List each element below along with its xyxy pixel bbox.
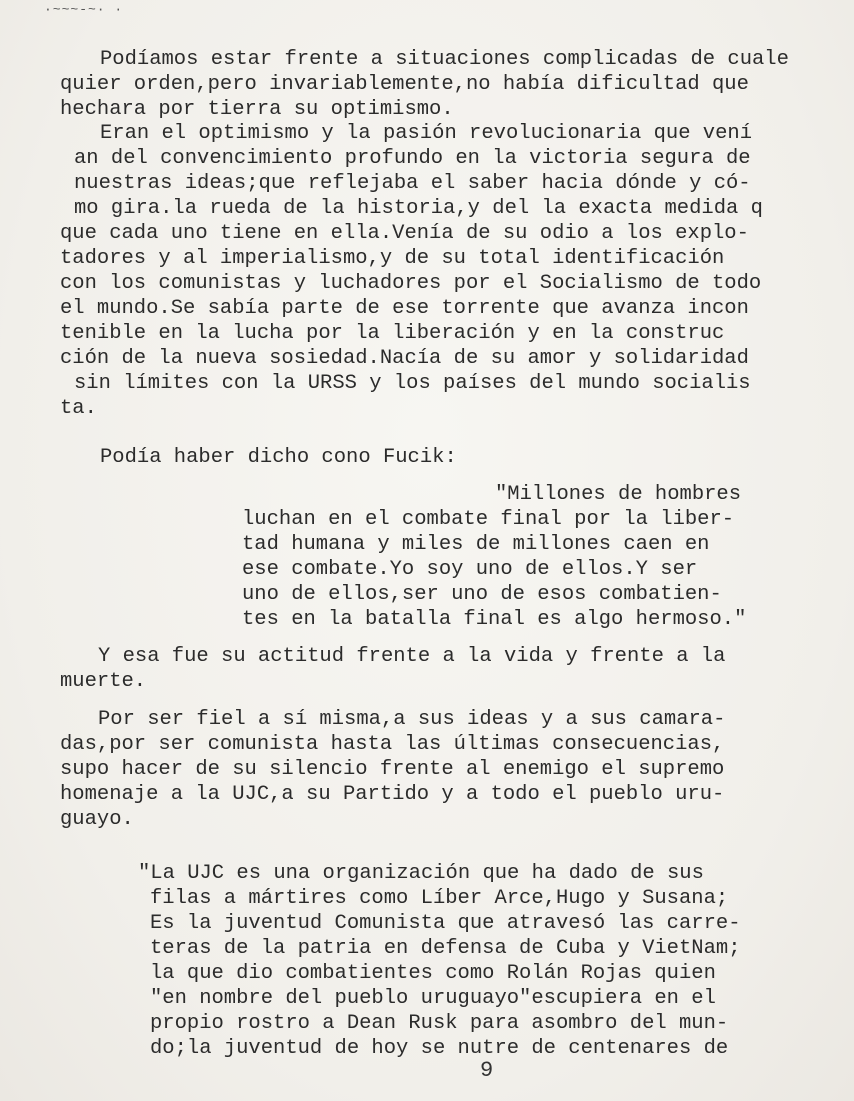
fucik-quote-line: luchan en el combate final por la liber-: [242, 508, 735, 531]
paragraph4-line: supo hacer de su silencio frente al enemigo el supremo: [60, 758, 725, 781]
ujc-quote-line: do;la juventud de hoy se nutre de centenares de: [150, 1037, 729, 1060]
paragraph1-line: hechara por tierra su optimismo.: [60, 98, 454, 121]
paragraph4-line: homenaje a la UJC,a su Partido y a todo el pueblo uru-: [60, 783, 725, 806]
paragraph4-line: guayo.: [60, 808, 134, 831]
paragraph3-line: muerte.: [60, 670, 147, 693]
paragraph2-line: sin límites con la URSS y los países del mundo socialis: [74, 372, 751, 395]
fucik-quote-line: uno de ellos,ser uno de esos combatien-: [242, 583, 722, 606]
ujc-quote-line: Es la juventud Comunista que atravesó las carre-: [150, 912, 741, 935]
paragraph2-line: an del convencimiento profundo en la victoria segura de: [74, 147, 751, 170]
fucik-quote-line: ese combate.Yo soy uno de ellos.Y ser: [242, 558, 698, 581]
paragraph2-line: mo gira.la rueda de la historia,y del la exacta medida q: [74, 197, 763, 220]
page-number: 9: [480, 1058, 494, 1083]
fucik-intro: Podía haber dicho cono Fucik:: [100, 446, 457, 469]
paragraph1-line: quier orden,pero invariablemente,no había dificultad que: [60, 73, 749, 96]
paragraph1-line: Podíamos estar frente a situaciones complicadas de cuale: [100, 48, 789, 71]
corner-mark: ·~~~-~· ·: [44, 2, 124, 17]
paragraph2-line: con los comunistas y luchadores por el Socialismo de todo: [60, 272, 762, 295]
paragraph4-line: das,por ser comunista hasta las últimas consecuencias,: [60, 733, 725, 756]
paragraph2-line: que cada uno tiene en ella.Venía de su odio a los explo-: [60, 222, 749, 245]
paragraph3-line: Y esa fue su actitud frente a la vida y frente a la: [98, 645, 726, 668]
ujc-quote-line: la que dio combatientes como Rolán Rojas quien: [150, 962, 716, 985]
ujc-quote-line: filas a mártires como Líber Arce,Hugo y Susana;: [150, 887, 729, 910]
paragraph2-line: el mundo.Se sabía parte de ese torrente que avanza incon: [60, 297, 749, 320]
ujc-quote-line: teras de la patria en defensa de Cuba y VietNam;: [150, 937, 741, 960]
ujc-quote-line: "en nombre del pueblo uruguayo"escupiera en el: [150, 987, 716, 1010]
paragraph2-line: tenible en la lucha por la liberación y en la construc: [60, 322, 725, 345]
paragraph2-line: nuestras ideas;que reflejaba el saber hacia dónde y có-: [74, 172, 751, 195]
fucik-quote-line: tad humana y miles de millones caen en: [242, 533, 710, 556]
paragraph2-line: ta.: [60, 397, 97, 420]
paragraph2-line: ción de la nueva sosiedad.Nacía de su amor y solidaridad: [60, 347, 749, 370]
paragraph2-line: Eran el optimismo y la pasión revolucionaria que vení: [100, 122, 753, 145]
fucik-quote-line: tes en la batalla final es algo hermoso.": [242, 608, 747, 631]
fucik-quote-line: "Millones de hombres: [495, 483, 742, 506]
ujc-quote-line: "La UJC es una organización que ha dado de sus: [138, 862, 704, 885]
paragraph4-line: Por ser fiel a sí misma,a sus ideas y a sus camara-: [98, 708, 726, 731]
paragraph2-line: tadores y al imperialismo,y de su total identificación: [60, 247, 725, 270]
ujc-quote-line: propio rostro a Dean Rusk para asombro del mun-: [150, 1012, 729, 1035]
